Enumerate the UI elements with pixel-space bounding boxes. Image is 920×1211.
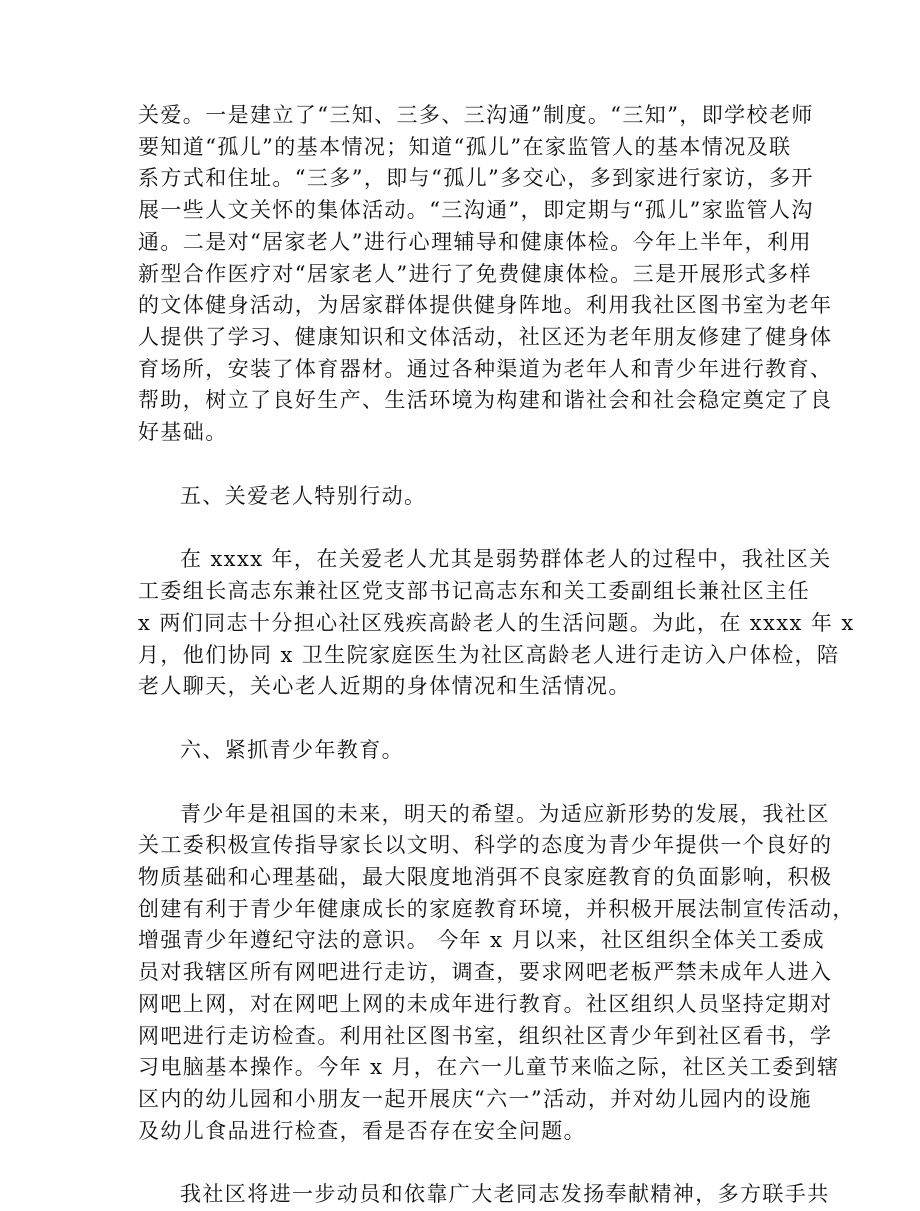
heading-text: 五、关爱老人特别行动。	[180, 483, 427, 508]
text-line: 展一些人文关怀的集体活动。“三沟通”，即定期与“孤儿”家监管人沟	[138, 198, 814, 223]
paragraph-elderly-action	[138, 544, 855, 703]
text-line: 习电脑基本操作。今年 x 月，在六一儿童节来临之际，社区关工委到辖	[138, 1055, 840, 1080]
text-line: 在 xxxx 年，在关爱老人尤其是弱势群体老人的过程中，我社区关	[180, 547, 832, 572]
text-line: 要知道“孤儿”的基本情况；知道“孤儿”在家监管人的基本情况及联	[138, 134, 792, 159]
text-line: 系方式和住址。“三多”，即与“孤儿”多交心，多到家进行家访，多开	[138, 166, 814, 191]
section-heading-5	[138, 481, 790, 513]
paragraph-closing	[138, 1179, 830, 1211]
text-line: 帮助，树立了良好生产、生活环境为构建和谐社会和社会稳定奠定了良	[138, 388, 833, 413]
paragraph-care-programs	[138, 100, 833, 449]
text-line: 创建有利于青少年健康成长的家庭教育环境，并积极开展法制宣传活动，	[138, 896, 855, 921]
text-line: 关工委积极宣传指导家长以文明、科学的态度为青少年提供一个良好的	[138, 833, 833, 858]
text-line: 青少年是祖国的未来，明天的希望。为适应新形势的发展，我社区	[180, 801, 830, 826]
heading-text: 六、紧抓青少年教育。	[180, 737, 404, 762]
text-line: 老人聊天，关心老人近期的身体情况和生活情况。	[138, 674, 631, 699]
text-line: 我社区将进一步动员和依靠广大老同志发扬奉献精神，多方联手共	[180, 1182, 830, 1207]
text-line: 员对我辖区所有网吧进行走访，调查，要求网吧老板严禁未成年人进入	[138, 960, 833, 985]
text-line: 人提供了学习、健康知识和文体活动，社区还为老年朋友修建了健身体	[138, 324, 833, 349]
text-line: 的文体健身活动，为居家群体提供健身阵地。利用我社区图书室为老年	[138, 293, 833, 318]
text-line: 增强青少年遵纪守法的意识。 今年 x 月以来，社区组织全体关工委成	[138, 928, 826, 953]
text-line: 月，他们协同 x 卫生院家庭医生为社区高龄老人进行走访入户体检，陪	[138, 642, 840, 667]
text-line: 新型合作医疗对“居家老人”进行了免费健康体检。三是开展形式多样	[138, 261, 812, 286]
text-line: 网吧进行走访检查。利用社区图书室，组织社区青少年到社区看书，学	[138, 1023, 833, 1048]
document-body	[138, 100, 855, 1211]
paragraph-youth-education	[138, 799, 855, 1148]
text-line: 工委组长高志东兼社区党支部书记高志东和关工委副组长兼社区主任	[138, 579, 810, 604]
text-line: 通。二是对“居家老人”进行心理辅导和健康体检。今年上半年，利用	[138, 229, 812, 254]
text-line: 区内的幼儿园和小朋友一起开展庆“六一”活动，并对幼儿园内的设施	[138, 1086, 812, 1111]
text-line: 育场所，安装了体育器材。通过各种渠道为老年人和青少年进行教育、	[138, 356, 833, 381]
text-line: x 两们同志十分担心社区残疾高龄老人的生活问题。为此，在 xxxx 年 x	[138, 610, 855, 635]
text-line: 及幼儿食品进行检查，看是否存在安全问题。	[138, 1118, 586, 1143]
text-line: 好基础。	[138, 420, 228, 445]
text-line: 物质基础和心理基础，最大限度地消弭不良家庭教育的负面影响，积极	[138, 865, 833, 890]
text-line: 关爱。一是建立了“三知、三多、三沟通”制度。“三知”，即学校老师	[138, 103, 814, 127]
section-heading-6	[138, 735, 790, 767]
text-line: 网吧上网，对在网吧上网的未成年进行教育。社区组织人员坚持定期对	[138, 991, 833, 1016]
